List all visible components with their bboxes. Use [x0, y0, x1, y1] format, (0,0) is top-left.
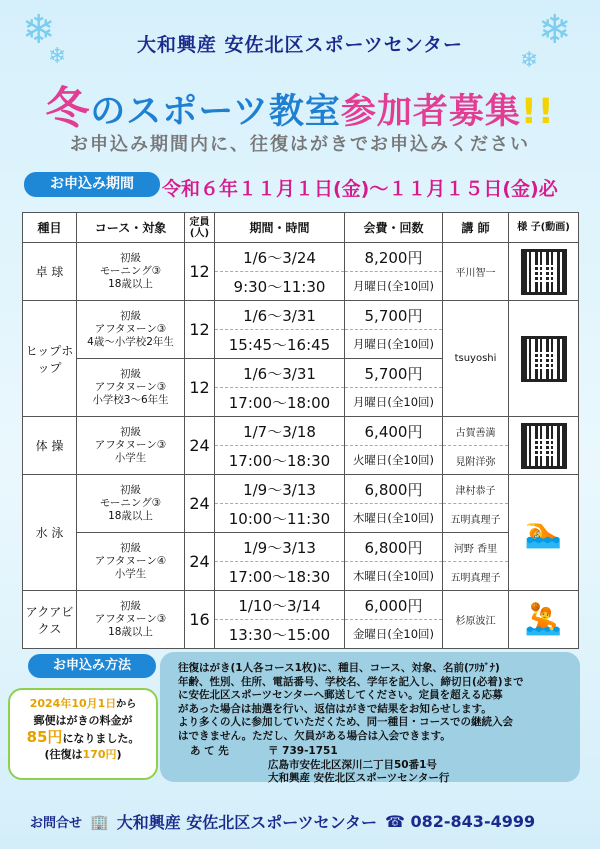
dates: 1/6～3/31 [243, 306, 316, 325]
session-count: 木曜日(全10回) [345, 503, 442, 532]
instructor-cell: tsuyoshi [443, 301, 509, 417]
time: 17:00～18:30 [215, 445, 344, 474]
period-cell [215, 475, 345, 533]
course-target: 小学校3～6年生 [92, 394, 169, 406]
category-cell: 卓 球 [23, 243, 77, 301]
course-name: アフタヌーン③ [94, 323, 167, 335]
snowflake-icon: ❄ [48, 44, 67, 69]
table-row [23, 301, 579, 359]
course-level: 初級 [120, 368, 141, 380]
header-instructor: 講 師 [443, 213, 509, 243]
capacity-cell: 12 [185, 243, 215, 301]
time: 10:00～11:30 [215, 503, 344, 532]
dates: 1/6～3/31 [243, 364, 316, 383]
recipient: 大和興産 安佐北区スポーツセンター行 [268, 772, 450, 784]
phone-number[interactable]: ☎ 082-843-4999 [385, 812, 536, 831]
main-title [0, 72, 600, 136]
dates: 1/10～3/14 [238, 596, 321, 615]
fee-cell [345, 591, 443, 649]
table-header-row [23, 213, 579, 243]
instructor-name: 古賀善満 [455, 427, 496, 439]
capacity-cell: 24 [185, 417, 215, 475]
apply-line: はできません。ただし、欠員がある場合は入会できます。 [178, 729, 451, 742]
fee-cell [345, 475, 443, 533]
apply-line: 往復はがき(1人各コース1枚)に、種目、コース、対象、名前(ﾌﾘｶﾞﾅ) [178, 662, 500, 674]
footer-org: 大和興産 安佐北区スポーツセンター [116, 813, 377, 832]
course-cell [77, 591, 185, 649]
table-row [23, 417, 579, 475]
capacity-cell: 24 [185, 533, 215, 591]
address-block [178, 745, 568, 786]
instructor-name: 見附洋弥 [443, 445, 508, 474]
course-level: 初級 [120, 426, 141, 438]
notice-reply-price: 170円 [82, 748, 117, 761]
course-cell [77, 243, 185, 301]
period-cell [215, 301, 345, 359]
header-capacity: 定員(人) [185, 213, 215, 243]
apply-line: に安佐北区スポーツセンターへ郵送してください。定員を超える応募 [178, 689, 503, 701]
title-exclaim: !! [520, 92, 555, 132]
notice-text: になりました。 [62, 732, 140, 745]
notice-date: 2024年10月1日 [29, 697, 117, 710]
apply-line: があった場合は抽選を行い、返信はがきで結果をお知らせします。 [178, 702, 492, 715]
title-sports-class: のスポーツ教室 [90, 92, 341, 132]
capacity-cell: 24 [185, 475, 215, 533]
course-name: モーニング③ [99, 265, 162, 277]
session-count: 月曜日(全10回) [345, 329, 442, 358]
period-value: 令和６年１１月１日(金)～１１月１５日(金)必 [162, 178, 558, 200]
postal-code: 〒 739-1751 [268, 745, 338, 757]
time: 17:00～18:00 [215, 387, 344, 416]
session-count: 月曜日(全10回) [345, 271, 442, 300]
period-cell [215, 417, 345, 475]
course-name: アフタヌーン③ [94, 439, 167, 451]
qr-code-icon[interactable] [521, 423, 567, 469]
snowflake-icon: ❄ [22, 7, 56, 53]
aquabics-mascot-icon: 🤽 [524, 601, 563, 637]
course-target: 18歳以上 [108, 626, 153, 638]
organization-name: 大和興産 安佐北区スポーツセンター [136, 34, 464, 56]
time: 13:30～15:00 [215, 619, 344, 648]
postage-notice [8, 688, 158, 780]
fee-cell [345, 359, 443, 417]
video-cell [509, 475, 579, 591]
course-cell [77, 359, 185, 417]
dates: 1/7～3/18 [243, 422, 316, 441]
header-course: コース・対象 [77, 213, 185, 243]
course-target: 4歳～小学校2年生 [87, 336, 174, 348]
capacity-cell: 16 [185, 591, 215, 649]
apply-line: 年齢、性別、住所、電話番号、学校名、学年を記入し、締切日(必着)まで [178, 675, 524, 688]
schedule-table [22, 212, 579, 649]
session-count: 金曜日(全10回) [345, 619, 442, 648]
course-level: 初級 [120, 310, 141, 322]
period-cell [215, 243, 345, 301]
instructor-cell: 杉原波江 [443, 591, 509, 649]
fee: 6,000円 [364, 596, 423, 615]
course-target: 小学生 [114, 568, 147, 580]
header-fee: 会費・回数 [345, 213, 443, 243]
fee: 5,700円 [364, 364, 423, 383]
footer-contact [30, 810, 590, 833]
course-name: アフタヌーン③ [94, 613, 167, 625]
fee: 6,400円 [364, 422, 423, 441]
apply-line: より多くの人に参加していただくため、同一種目・コースでの継続入会 [178, 716, 514, 728]
category-cell: 水 泳 [23, 475, 77, 591]
qr-code-icon[interactable] [521, 249, 567, 295]
contact-label: お問合せ [30, 816, 83, 831]
course-cell [77, 301, 185, 359]
course-cell [77, 475, 185, 533]
course-name: アフタヌーン③ [94, 381, 167, 393]
time: 17:00～18:30 [215, 561, 344, 590]
course-cell [77, 417, 185, 475]
swimmer-mascot-icon: 🏊 [524, 514, 563, 550]
session-count: 月曜日(全10回) [345, 387, 442, 416]
header-category: 種目 [23, 213, 77, 243]
category-cell: アクアビクス [23, 591, 77, 649]
dates: 1/6～3/24 [243, 248, 316, 267]
instructor-name: 五明真理子 [443, 503, 508, 532]
instructor-name: 五明真理子 [443, 561, 508, 590]
course-name: アフタヌーン④ [94, 555, 167, 567]
snowflake-icon: ❄ [538, 7, 572, 53]
fee: 6,800円 [364, 480, 423, 499]
session-count: 木曜日(全10回) [345, 561, 442, 590]
capacity-cell: 12 [185, 301, 215, 359]
category-cell: ヒップホップ [23, 301, 77, 417]
period-cell [215, 533, 345, 591]
snowflake-icon: ❄ [520, 48, 539, 73]
apply-instructions [160, 652, 580, 782]
video-cell [509, 243, 579, 301]
video-cell [509, 301, 579, 417]
table-row [23, 475, 579, 533]
course-level: 初級 [120, 484, 141, 496]
fee: 6,800円 [364, 538, 423, 557]
table-row [23, 591, 579, 649]
fee-cell [345, 243, 443, 301]
table-row [23, 533, 579, 591]
dates: 1/9～3/13 [243, 538, 316, 557]
dates: 1/9～3/13 [243, 480, 316, 499]
course-level: 初級 [120, 542, 141, 554]
table-row [23, 243, 579, 301]
instructor-cell [443, 475, 509, 533]
capacity-cell: 12 [185, 359, 215, 417]
session-count: 火曜日(全10回) [345, 445, 442, 474]
category-cell: 体 操 [23, 417, 77, 475]
apply-method-label: お申込み方法 [28, 654, 156, 678]
notice-text: 郵便はがきの料金が [33, 714, 133, 727]
period-cell [215, 591, 345, 649]
fee: 5,700円 [364, 306, 423, 325]
fee: 8,200円 [364, 248, 423, 267]
subtitle: お申込み期間内に、往復はがきでお申込みください [70, 134, 530, 155]
notice-text: ) [116, 748, 122, 761]
header-period: 期間・時間 [215, 213, 345, 243]
title-recruit: 参加者募集 [340, 92, 521, 132]
course-name: モーニング③ [99, 497, 162, 509]
course-level: 初級 [120, 600, 141, 612]
fee-cell [345, 417, 443, 475]
course-target: 18歳以上 [108, 510, 153, 522]
video-cell [509, 417, 579, 475]
notice-price: 85円 [26, 728, 63, 746]
instructor-cell: 平川智一 [443, 243, 509, 301]
instructor-cell [443, 417, 509, 475]
title-winter: 冬 [45, 83, 91, 134]
notice-text: (往復は [44, 748, 83, 761]
period-label: お申込み期間 [24, 172, 160, 197]
course-target: 18歳以上 [108, 278, 153, 290]
course-target: 小学生 [114, 452, 147, 464]
fee-cell [345, 533, 443, 591]
period-cell [215, 359, 345, 417]
building-icon: 🏢 [90, 812, 109, 831]
instructor-name: 河野 香里 [453, 543, 498, 555]
time: 15:45～16:45 [215, 329, 344, 358]
header-video: 様 子(動画) [509, 213, 579, 243]
fee-cell [345, 301, 443, 359]
qr-code-icon[interactable] [521, 336, 567, 382]
course-cell [77, 533, 185, 591]
instructor-cell [443, 533, 509, 591]
course-level: 初級 [120, 252, 141, 264]
time: 9:30～11:30 [215, 271, 344, 300]
notice-text: から [116, 699, 137, 710]
address: 広島市安佐北区深川二丁目50番1号 [268, 758, 437, 771]
instructor-name: 津村恭子 [455, 485, 496, 497]
video-cell [509, 591, 579, 649]
address-key: あ て 先 [190, 745, 229, 757]
